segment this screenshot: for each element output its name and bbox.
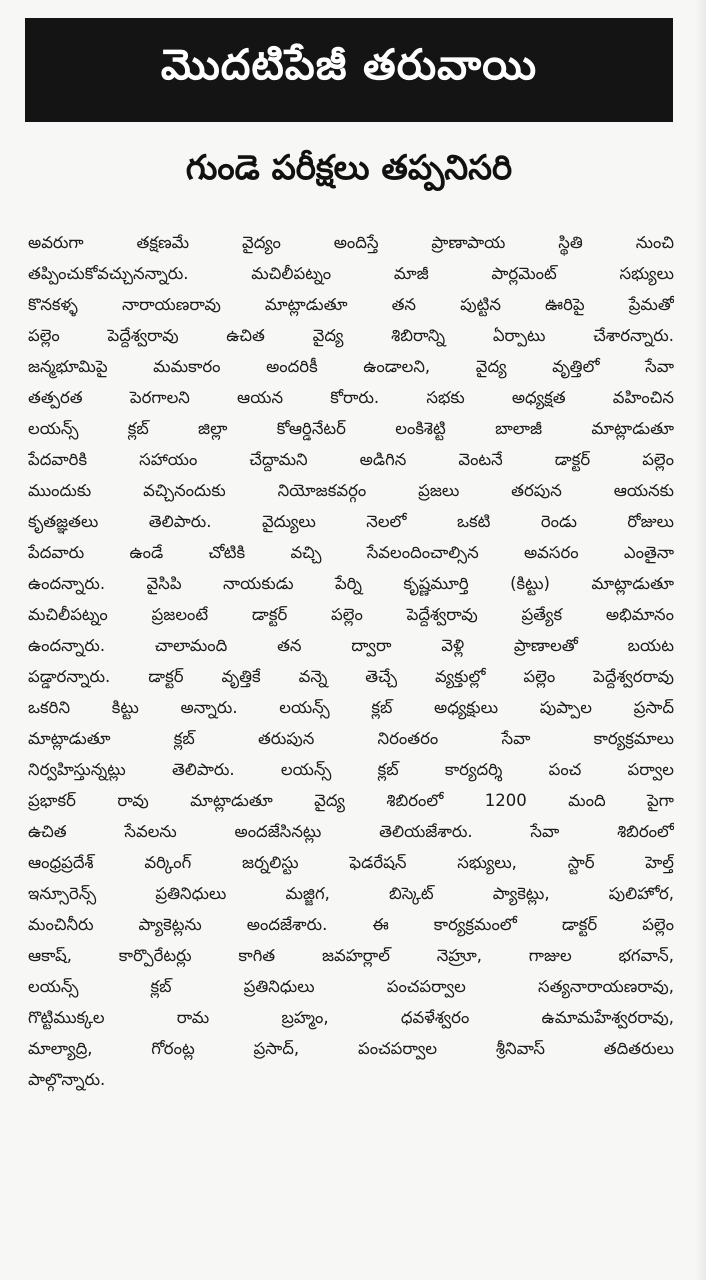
masthead-title: మొదటిపేజీ తరువాయి xyxy=(160,40,538,89)
article-line: కొనకళ్ళ నారాయణరావు మాట్లాడుతూ తన పుట్టిన ఊరిపై ప్రేమతో xyxy=(28,295,674,314)
article-line: కృతజ్ఞతలు తెలిపారు. వైద్యులు నెలలో ఒకటి రెండు రోజులు xyxy=(28,512,674,531)
article-line: లయన్స్ క్లబ్ ప్రతినిధులు పంచపర్వాల సత్యనారాయణరావు, xyxy=(28,977,674,996)
article-line: గొట్టిముక్కల రామ బ్రహ్మం, ధవళేశ్వరం ఉమామహేశ్వరరావు, xyxy=(28,1008,674,1027)
article-line: ఆంధ్రప్రదేశ్ వర్కింగ్ జర్నలిస్టు ఫెడరేషన్ సభ్యులు, స్టార్ హెల్త్ xyxy=(28,853,674,872)
article-line: నిర్వహిస్తున్నట్లు తెలిపారు. లయన్స్ క్లబ్ కార్యదర్శి పంచ పర్వాల xyxy=(28,760,674,779)
article-headline: గుండె పరీక్షలు తప్పనిసరి xyxy=(185,148,513,188)
page-edge-shadow xyxy=(696,0,706,1280)
article-line: ఒకరిని కిట్టు అన్నారు. లయన్స్ క్లబ్ అధ్యక్షులు పుప్పాల ప్రసాద్ xyxy=(28,698,674,717)
article-line: పల్లెం పెద్దేశ్వరావు ఉచిత వైద్య శిబిరాన్ని ఏర్పాటు చేశారన్నారు. xyxy=(28,326,674,345)
article-line: పాల్గొన్నారు. xyxy=(28,1070,106,1089)
article-line: పేదవారికి సహాయం చేద్దామని అడిగిన వెంటనే డాక్టర్ పల్లెం xyxy=(28,450,674,469)
article-line: తత్పరత పెరగాలని ఆయన కోరారు. సభకు అధ్యక్షత వహించిన xyxy=(28,388,674,407)
article-line: ప్రభాకర్ రావు మాట్లాడుతూ వైద్య శిబిరంలో 1200 మంది పైగా xyxy=(28,791,674,810)
article-line: మచిలీపట్నం ప్రజలంటే డాక్టర్ పల్లెం పెద్దేశ్వరావు ప్రత్యేక అభిమానం xyxy=(28,605,674,624)
article-body xyxy=(28,227,674,1095)
article-line: పేదవారు ఉండే చోటికి వచ్చి సేవలందించాల్సిన అవసరం ఎంతైనా xyxy=(28,543,674,562)
section-masthead xyxy=(25,18,673,122)
article-line: ఉందన్నారు. వైసిపి నాయకుడు పేర్ని కృష్ణమూర్తి (కిట్టు) మాట్లాడుతూ xyxy=(28,574,674,593)
article-line: మంచినీరు ప్యాకెట్లను అందజేశారు. ఈ కార్యక్రమంలో డాక్టర్ పల్లెం xyxy=(28,915,674,934)
article-line: పడ్డారన్నారు. డాక్టర్ వృత్తికే వన్నె తెచ్చే వ్యక్తుల్లో పల్లెం పెద్దేశ్వరరావు xyxy=(28,667,674,686)
article-line: అవరుగా తక్షణమే వైద్యం అందిస్తే ప్రాణాపాయ స్థితి నుంచి xyxy=(28,233,674,252)
article-line: ఆకాష్, కార్పొరేటర్లు కాగిత జవహర్లాల్ నెహ్రూ, గాజుల భగవాన్, xyxy=(28,946,674,965)
article-line: లయన్స్ క్లబ్ జిల్లా కోఆర్డినేటర్ లంకిశెట్టి బాలాజీ మాట్లాడుతూ xyxy=(28,419,674,438)
article-line: మాట్లాడుతూ క్లబ్ తరుపున నిరంతరం సేవా కార్యక్రమాలు xyxy=(28,729,674,748)
article-line: ఉచిత సేవలను అందజేసినట్లు తెలియజేశారు. సేవా శిబిరంలో xyxy=(28,822,674,841)
article-line: ముందుకు వచ్చినందుకు నియోజకవర్గం ప్రజలు తరపున ఆయనకు xyxy=(28,481,674,500)
article-line: ఇన్సూరెన్స్ ప్రతినిధులు మజ్జిగ, బిస్కెట్ ప్యాకెట్లు, పులిహోర, xyxy=(28,884,674,903)
article-line: తప్పించుకోవచ్చునన్నారు. మచిలీపట్నం మాజీ పార్లమెంట్ సభ్యులు xyxy=(28,264,674,283)
article-line: ఉందన్నారు. చాలామంది తన ద్వారా వెళ్లి ప్రాణాలతో బయట xyxy=(28,636,674,655)
article-line: మాల్యాద్రి, గోరంట్ల ప్రసాద్, పంచపర్వాల శ్రీనివాస్ తదితరులు xyxy=(28,1039,674,1058)
article-line: జన్మభూమిపై మమకారం అందరికీ ఉండాలని, వైద్య వృత్తిలో సేవా xyxy=(28,357,674,376)
